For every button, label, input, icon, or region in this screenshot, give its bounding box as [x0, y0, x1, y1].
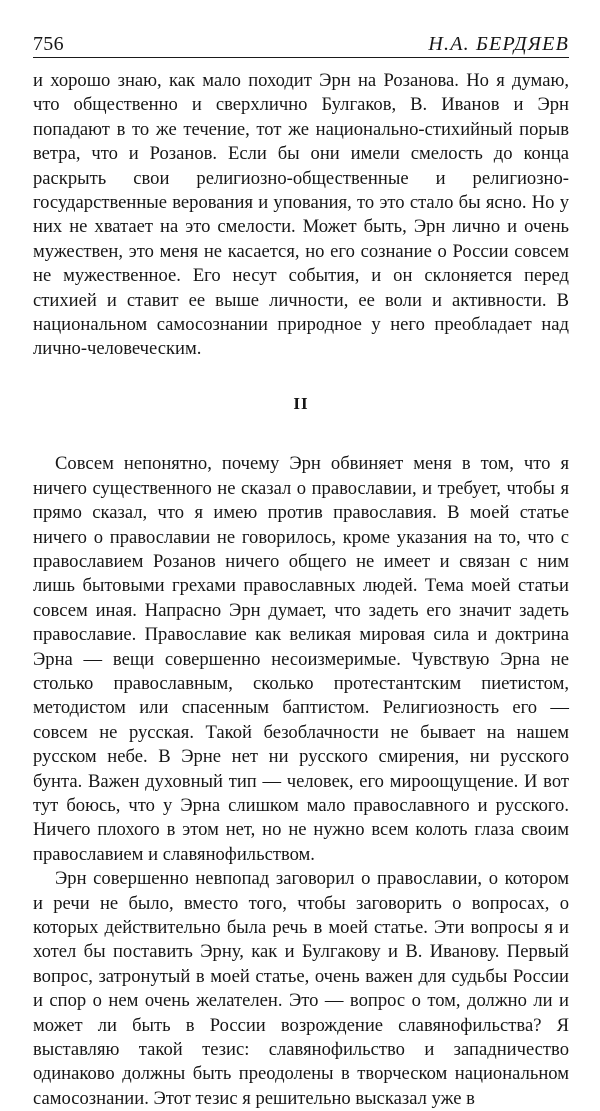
- section-heading: II: [293, 393, 309, 413]
- paragraph-continued: и хорошо знаю, как мало походит Эрн на Розанова. Но я думаю, что общественно и сверхлично Булгаков, В. Иванов и Эрн попадают в то же течение, тот же национально-стихийный порыв ветра, что и Розанов. Если бы они имели смелость до конца раскрыть свои религиозно-общественные и религиозно-государственные верования и упования, то это стало бы ясно. Но у них не хватает на это смелости. Может быть, Эрн лично и очень мужествен, это меня не касается, но его сознание о России совсем не мужественное. Его несут события, и он склоняется перед стихией и ставит ее выше личности, ее воли и активности. В национальном самосознании природное у него преобладает над лично-человеческим.: [33, 70, 569, 360]
- page-number: 756: [33, 33, 64, 55]
- paragraph: Совсем непонятно, почему Эрн обвиняет меня в том, что я ничего существенного не сказал о православии, и требует, чтобы я прямо сказал, что я имею против православия. В моей статье ничего о православии не говорилось, кроме указания на то, что с православием Розанов ничего общего не имеет и связан с ним лишь бытовыми грехами православных людей. Тема моей статьи совсем иная. Напрасно Эрн думает, что задеть его значит задеть православие. Православие как великая мировая сила и доктрина Эрна — вещи совершенно несоизмеримые. Чувствую Эрна не столько православным, сколько протестантским пиетистом, методистом или спасенным баптистом. Религиозность его — совсем не русская. Такой безоблачности не бывает на нашем русском небе. В Эрне нет ни русского смирения, ни русского бунта. Важен духовный тип — человек, его мироощущение. И вот тут боюсь, что у Эрна слишком мало православного и русского. Ничего плохого в этом нет, но не нужно всем колоть глаза своим православием и славянофильством.: [33, 453, 569, 865]
- book-page: [33, 30, 569, 1111]
- paragraph: Эрн совершенно невпопад заговорил о православии, о котором и речи не было, вместо того, чтобы заговорить о вопросах, о которых действительно была речь в моей статье. Эти вопросы я и хотел бы поставить Эрну, как и Булгакову и В. Иванову. Первый вопрос, затронутый в моей статье, очень важен для судьбы России и спор о нем очень желателен. Это — вопрос о том, должно ли и может ли быть в России возрождение славянофильства? Я выставляю такой тезис: славянофильство и западничество одинаково должны быть преодолены в творческом национальном самосознании. Этот тезис я решительно высказал уже в: [33, 868, 569, 1109]
- running-head: [33, 30, 569, 58]
- running-title: Н.А. БЕРДЯЕВ: [428, 33, 569, 55]
- body-text: [33, 69, 569, 1111]
